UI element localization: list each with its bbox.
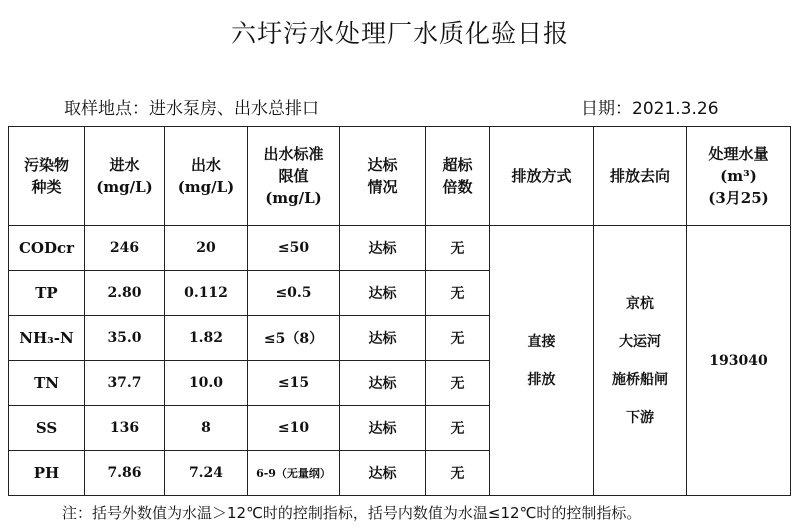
effluent-value: 7.24 bbox=[165, 451, 248, 496]
compliance-status: 达标 bbox=[340, 271, 426, 316]
pollutant-name: TP bbox=[9, 271, 85, 316]
pollutant-name: PH bbox=[9, 451, 85, 496]
limit-value: ≤15 bbox=[248, 361, 340, 406]
pollutant-name: NH₃-N bbox=[9, 316, 85, 361]
exceed-value: 无 bbox=[426, 271, 490, 316]
effluent-value: 1.82 bbox=[165, 316, 248, 361]
header-compliance: 达标 情况 bbox=[340, 127, 426, 226]
table-row bbox=[9, 226, 791, 271]
report-title: 六圩污水处理厂水质化验日报 bbox=[230, 19, 569, 48]
exceed-value: 无 bbox=[426, 226, 490, 271]
compliance-status: 达标 bbox=[340, 316, 426, 361]
influent-value: 7.86 bbox=[85, 451, 165, 496]
influent-value: 2.80 bbox=[85, 271, 165, 316]
effluent-value: 8 bbox=[165, 406, 248, 451]
sampling-location: 取样地点：进水泵房、出水总排口 bbox=[64, 99, 319, 119]
header-limit: 出水标准 限值 (mg/L) bbox=[248, 127, 340, 226]
limit-value: 6-9（无量纲） bbox=[248, 451, 340, 496]
pollutant-name: TN bbox=[9, 361, 85, 406]
influent-value: 37.7 bbox=[85, 361, 165, 406]
pollutant-name: CODcr bbox=[9, 226, 85, 271]
footnote: 注：括号外数值为水温＞12℃时的控制指标，括号内数值为水温≤12℃时的控制指标。 bbox=[62, 504, 642, 522]
compliance-status: 达标 bbox=[340, 406, 426, 451]
header-influent: 进水 (mg/L) bbox=[85, 127, 165, 226]
compliance-status: 达标 bbox=[340, 451, 426, 496]
limit-value: ≤5（8） bbox=[248, 316, 340, 361]
discharge-dest-cell: 京杭 大运河 施桥船闸 下游 bbox=[594, 226, 687, 496]
limit-value: ≤10 bbox=[248, 406, 340, 451]
header-exceed: 超标 倍数 bbox=[426, 127, 490, 226]
treated-volume: 193040 bbox=[687, 226, 791, 496]
header-effluent: 出水 (mg/L) bbox=[165, 127, 248, 226]
exceed-value: 无 bbox=[426, 451, 490, 496]
effluent-value: 20 bbox=[165, 226, 248, 271]
header-discharge-method: 排放方式 bbox=[490, 127, 594, 226]
compliance-status: 达标 bbox=[340, 361, 426, 406]
effluent-value: 10.0 bbox=[165, 361, 248, 406]
exceed-value: 无 bbox=[426, 316, 490, 361]
water-quality-table bbox=[8, 126, 791, 496]
exceed-value: 无 bbox=[426, 406, 490, 451]
exceed-value: 无 bbox=[426, 361, 490, 406]
influent-value: 246 bbox=[85, 226, 165, 271]
report-date: 日期：2021.3.26 bbox=[581, 99, 719, 119]
header-discharge-dest: 排放去向 bbox=[594, 127, 687, 226]
discharge-method-cell: 直接 排放 bbox=[490, 226, 594, 496]
compliance-status: 达标 bbox=[340, 226, 426, 271]
header-row bbox=[9, 127, 791, 226]
influent-value: 35.0 bbox=[85, 316, 165, 361]
header-pollutant: 污染物 种类 bbox=[9, 127, 85, 226]
limit-value: ≤50 bbox=[248, 226, 340, 271]
pollutant-name: SS bbox=[9, 406, 85, 451]
limit-value: ≤0.5 bbox=[248, 271, 340, 316]
effluent-value: 0.112 bbox=[165, 271, 248, 316]
influent-value: 136 bbox=[85, 406, 165, 451]
header-volume: 处理水量 (m³) (3月25) bbox=[687, 127, 791, 226]
